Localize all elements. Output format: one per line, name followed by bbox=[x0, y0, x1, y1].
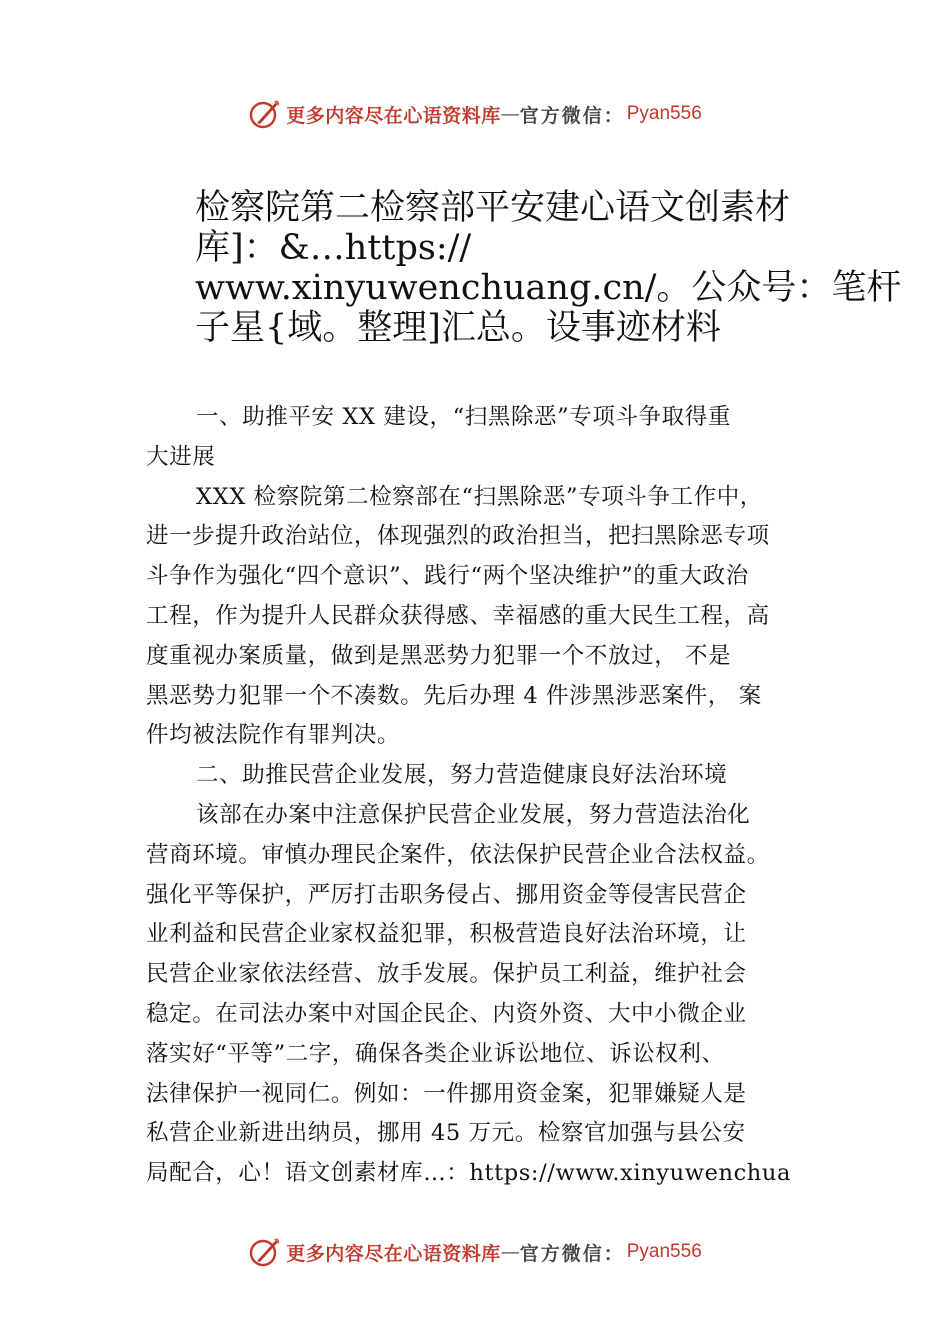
paragraph-line: 工程，作为提升人民群众获得感、幸福感的重大民生工程，高 bbox=[146, 602, 770, 629]
section-heading-2: 二、助推民营企业发展，努力营造健康良好法治环境 bbox=[196, 762, 728, 789]
paragraph-line: 黑恶势力犯罪一个不凑数。先后办理 4 件涉黑涉恶案件， 案 bbox=[146, 682, 762, 709]
header-banner bbox=[0, 94, 950, 134]
title-line: www.xinyuwenchuang.cn/。公众号：笔杆 bbox=[195, 268, 902, 308]
paragraph-line: 稳定。在司法办案中对国企民企、内资外资、大中小微企业 bbox=[146, 1000, 747, 1027]
paragraph-line: 强化平等保护，严厉打击职务侵占、挪用资金等侵害民营企 bbox=[146, 881, 747, 908]
paragraph-line: 局配合，心！语文创素材库…：https://www.xinyuwenchua bbox=[146, 1160, 791, 1187]
paragraph-line: XXX 检察院第二检察部在“扫黑除恶”专项斗争工作中， bbox=[196, 483, 763, 510]
banner-dash: — bbox=[500, 1241, 520, 1263]
banner-wechat-label: 官方微信： bbox=[519, 1242, 625, 1265]
paragraph-line: 私营企业新进出纳员，挪用 45 万元。检察官加强与县公安 bbox=[146, 1120, 746, 1147]
paragraph-line: 民营企业家依法经营、放手发展。保护员工利益，维护社会 bbox=[146, 961, 747, 988]
paragraph-line: 该部在办案中注意保护民营企业发展，努力营造法治化 bbox=[196, 801, 751, 828]
footer-banner bbox=[0, 1232, 950, 1272]
banner-wechat-id: Pyan556 bbox=[626, 103, 702, 124]
banner-wechat-id: Pyan556 bbox=[626, 1241, 702, 1262]
title-line: 检察院第二检察部平安建心语文创素材 bbox=[195, 188, 791, 228]
quill-logo-icon bbox=[248, 1235, 282, 1269]
quill-logo-icon bbox=[248, 97, 282, 131]
title-line: 子星{域。整理]汇总。设事迹材料 bbox=[195, 308, 721, 348]
paragraph-line: 营商环境。审慎办理民企案件，依法保护民营企业合法权益。 bbox=[146, 841, 770, 868]
title-line: 库]：&…https:// bbox=[195, 228, 472, 268]
paragraph-line: 落实好“平等”二字，确保各类企业诉讼地位、诉讼权利、 bbox=[146, 1040, 725, 1067]
banner-wechat-label: 官方微信： bbox=[519, 104, 625, 127]
banner-slogan: 更多内容尽在心语资料库 bbox=[286, 1242, 501, 1265]
paragraph-line: 业利益和民营企业家权益犯罪，积极营造良好法治环境，让 bbox=[146, 921, 747, 948]
paragraph-line: 度重视办案质量，做到是黑恶势力犯罪一个不放过， 不是 bbox=[146, 642, 732, 669]
section-heading-1-cont: 大进展 bbox=[146, 443, 216, 470]
document-title bbox=[195, 188, 902, 348]
section-heading-1: 一、助推平安 XX 建设，“扫黑除恶”专项斗争取得重 bbox=[196, 404, 731, 430]
document-body bbox=[146, 398, 816, 1194]
banner-slogan: 更多内容尽在心语资料库 bbox=[286, 104, 501, 127]
paragraph-line: 斗争作为强化“四个意识”、践行“两个坚决维护”的重大政治 bbox=[146, 563, 749, 590]
banner-dash: — bbox=[500, 103, 520, 125]
paragraph-line: 进一步提升政治站位，体现强烈的政治担当，把扫黑除恶专项 bbox=[146, 523, 770, 550]
paragraph-line: 件均被法院作有罪判决。 bbox=[146, 722, 401, 749]
paragraph-line: 法律保护一视同仁。例如：一件挪用资金案，犯罪嫌疑人是 bbox=[146, 1080, 747, 1107]
